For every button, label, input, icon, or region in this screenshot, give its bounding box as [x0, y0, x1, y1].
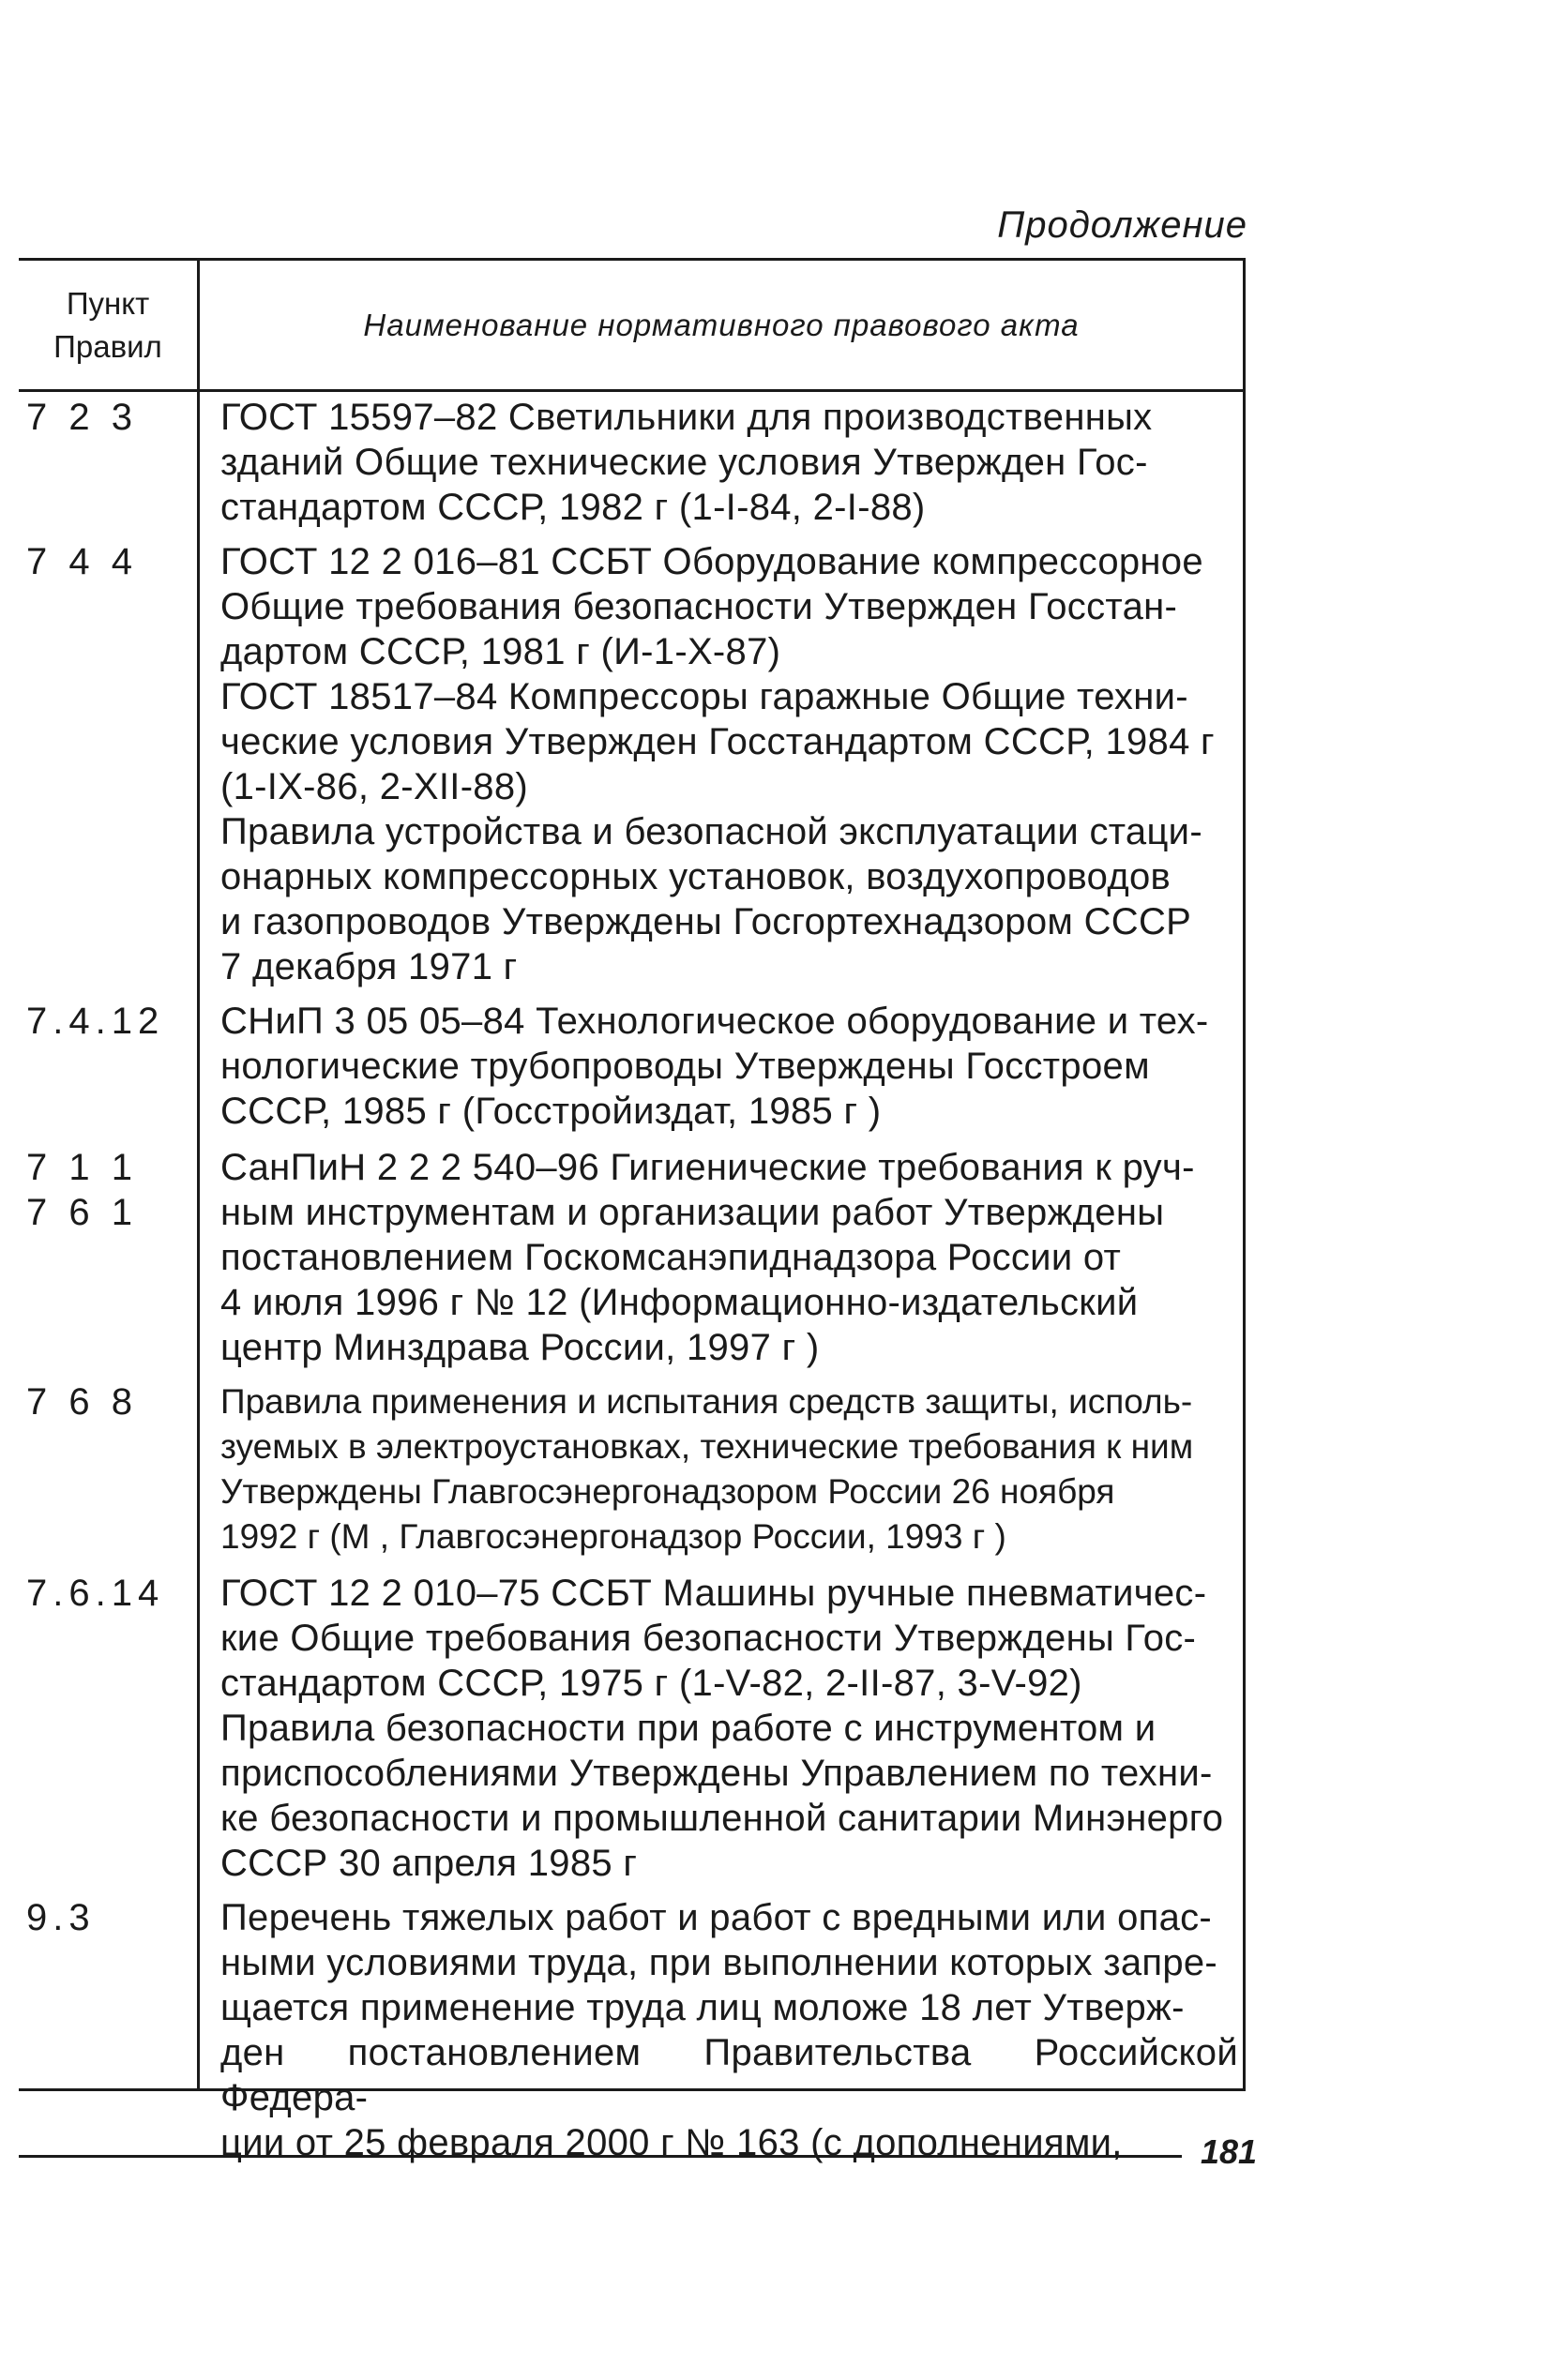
table-body — [19, 395, 1246, 2175]
act-name-cell — [197, 999, 1246, 1134]
footer-rule — [19, 2155, 1182, 2158]
clause-number: 7 2 3 — [26, 397, 138, 438]
act-entry: Правила устройства и безопасной эксплуатации стаци- онарных компрессорных установок, воздухопроводов и газопроводов Утверждены Госгортехнадзором СССР 7 декабря 1971 г — [220, 811, 1202, 987]
act-entry: ГОСТ 15597–82 Светильники для производственных зданий Общие технические условия Утвержден Гос- стандартом СССР, 1982 г (1-I-84, 2-I-88) — [220, 397, 1153, 528]
act-entry: СНиП 3 05 05–84 Технологическое оборудование и тех- нологические трубопроводы Утверждены Госстроем СССР, 1985 г (Госстройиздат, 1985 г ) — [220, 1001, 1209, 1132]
act-entry: ГОСТ 18517–84 Компрессоры гаражные Общие техни- ческие условия Утвержден Госстандартом СССР, 1984 г (1-IX-86, 2-XII-88) — [220, 676, 1215, 807]
clause-number: 9.3 — [26, 1897, 96, 1938]
act-name-cell — [197, 1895, 1246, 2165]
table-row — [19, 999, 1246, 1134]
table-row — [19, 1379, 1246, 1559]
act-name-cell — [197, 1571, 1246, 1886]
act-name-cell — [197, 1145, 1246, 1370]
act-entry: Перечень тяжелых работ и работ с вредными или опас- ными условиями труда, при выполнении которых запре- щается применение труда лиц моложе 18 лет Утверж- ден постановлением Правительства Российской Федера- ции от 25 февраля 2000 г № 163 (с дополнениями, — [220, 1897, 1238, 2163]
header-clause: Пункт Правил — [53, 285, 162, 364]
header-act-name: Наименование нормативного правового акта — [363, 307, 1080, 342]
table-row — [19, 1145, 1246, 1370]
act-entry: ГОСТ 12 2 016–81 ССБТ Оборудование компрессорное Общие требования безопасности Утвержден Госстан- дартом СССР, 1981 г (И-1-Х-87) — [220, 541, 1203, 672]
continuation-label: Продолжение — [997, 204, 1247, 246]
table-row — [19, 539, 1246, 989]
clause-number: 7 4 4 — [26, 541, 138, 582]
clause-number: 7 6 8 — [26, 1381, 138, 1423]
clause-number: 7.6.14 — [26, 1573, 165, 1614]
table-row — [19, 395, 1246, 530]
act-name-cell — [197, 1379, 1246, 1559]
table-row — [19, 1571, 1246, 1886]
page-number: 181 — [1201, 2132, 1258, 2171]
table-header — [19, 261, 1246, 392]
table-row — [19, 1895, 1246, 2165]
clause-number: 7.4.12 — [26, 1001, 165, 1042]
act-entry: Правила применения и испытания средств защиты, исполь- зуемых в электроустановках, технические требования к ним Утверждены Главгосэнергонадзором России 26 ноября 1992 г (М , Главгосэнергонадзор России, 1993 г ) — [220, 1382, 1194, 1556]
act-entry: ГОСТ 12 2 010–75 ССБТ Машины ручные пневматичес- кие Общие требования безопасности Утверждены Гос- стандартом СССР, 1975 г (1-V-82, 2-II-87, 3-V-92) — [220, 1573, 1207, 1704]
act-entry: Правила безопасности при работе с инструментом и приспособлениями Утверждены Управлением по техни- ке безопасности и промышленной санитарии Минэнерго СССР 30 апреля 1985 г — [220, 1708, 1224, 1884]
act-name-cell — [197, 395, 1246, 530]
act-entry: СанПиН 2 2 2 540–96 Гигиенические требования к руч- ным инструментам и организации работ Утверждены постановлением Госкомсанэпиднадзора России от 4 июля 1996 г № 12 (Информационно-издательский центр Минздрава России, 1997 г ) — [220, 1147, 1195, 1368]
act-name-cell — [197, 539, 1246, 989]
clause-number: 7 1 1 7 6 1 — [26, 1147, 138, 1233]
